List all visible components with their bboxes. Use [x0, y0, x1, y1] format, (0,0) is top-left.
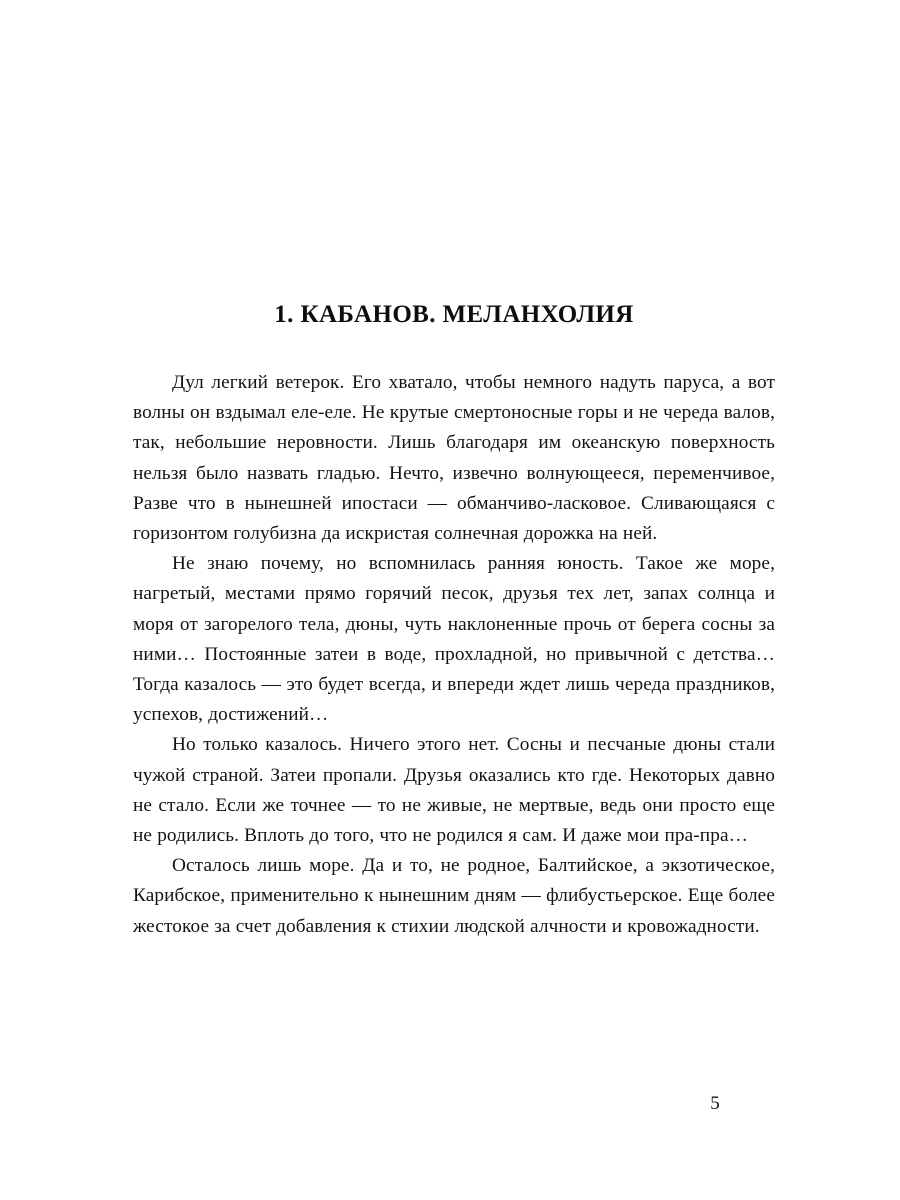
paragraph: Но только казалось. Ничего этого нет. Сосны и песчаные дюны стали чужой страной. Затеи пропали. Друзья оказались кто где. Некоторых давно не стало. Если же точнее — то не живые, не мертвые, ведь они просто еще не родились. Вплоть до того, что не родился я сам. И даже мои пра-пра…: [133, 734, 775, 847]
page-number-value: 5: [710, 1093, 720, 1114]
page-number: [0, 1093, 900, 1115]
page-text-body: [133, 300, 775, 942]
paragraph: Дул легкий ветерок. Его хватало, чтобы немного надуть паруса, а вот волны он вздымал еле-еле. Не крутые смертоносные горы и не череда валов, так, небольшие неровности. Лишь благодаря им океанскую поверхность нельзя было назвать гладью. Нечто, извечно волнующееся, переменчивое, Разве что в нынешней ипостаси — обманчиво-ласковое. Сливающаяся с горизонтом голубизна да искристая солнечная дорожка на ней.: [133, 372, 775, 545]
chapter-title: 1. КАБАНОВ. МЕЛАНХОЛИЯ: [274, 301, 634, 328]
paragraph: Не знаю почему, но вспомнилась ранняя юность. Такое же море, нагретый, местами прямо горячий песок, друзья тех лет, запах солнца и моря от загорелого тела, дюны, чуть наклоненные прочь от берега сосны за ними… Постоянные затеи в воде, прохладной, но привычной с детства… Тогда казалось — это будет всегда, и впереди ждет лишь череда праздников, успехов, достижений…: [133, 553, 775, 726]
paragraph: Осталось лишь море. Да и то, не родное, Балтийское, а экзотическое, Карибское, применительно к нынешним дням — флибустьерское. Еще более жестокое за счет добавления к стихии людской алчности и кровожадности.: [133, 855, 775, 937]
